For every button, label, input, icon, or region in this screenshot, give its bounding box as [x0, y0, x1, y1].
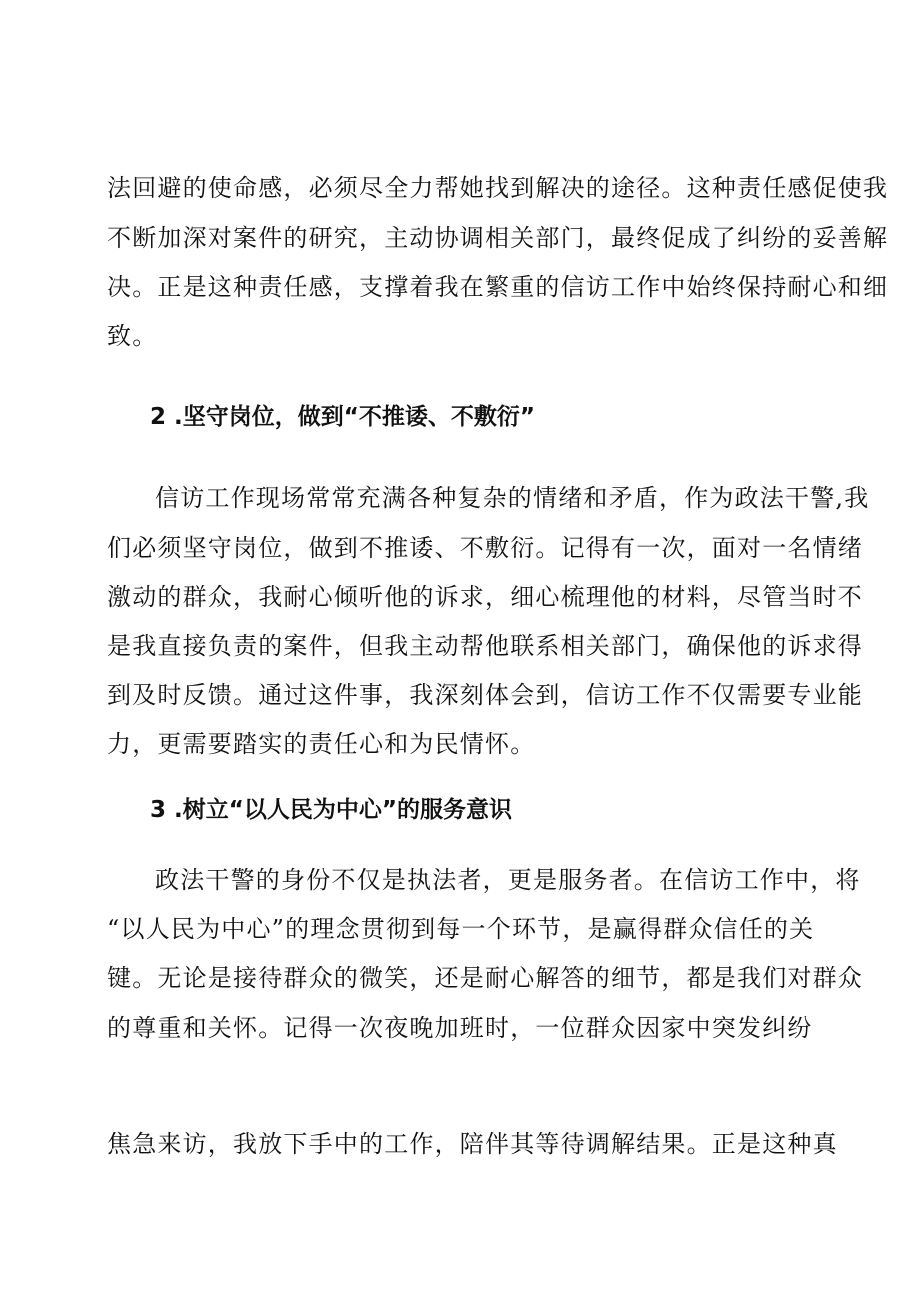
paragraph-1-line-1: 法回避的使命感，必须尽全力帮她找到解决的途径。这种责任感促使我	[107, 174, 889, 202]
paragraph-3-line-2: “以人民为中心”的理念贯彻到每一个环节，是赢得群众信任的关	[107, 915, 815, 943]
paragraph-2-line-4: 是我直接负责的案件，但我主动帮他联系相关部门，确保他的诉求得	[107, 632, 863, 660]
paragraph-3-line-1: 政法干警的身份不仅是执法者，更是服务者。在信访工作中，将	[155, 866, 861, 894]
paragraph-3-line-4: 的尊重和关怀。记得一次夜晚加班时，一位群众因家中突发纠纷	[107, 1014, 813, 1042]
paragraph-4-line-1: 焦急来访，我放下手中的工作，陪伴其等待调解结果。正是这种真	[107, 1130, 838, 1158]
section-heading-2: 2 .坚守岗位，做到“不推诿、不敷衍”	[150, 404, 535, 430]
paragraph-2-line-5: 到及时反馈。通过这件事，我深刻体会到，信访工作不仅需要专业能	[107, 681, 863, 709]
paragraph-1-line-3: 决。正是这种责任感，支撑着我在繁重的信访工作中始终保持耐心和细	[107, 273, 889, 301]
paragraph-2-line-2: 们必须坚守岗位，做到不推诿、不敷衍。记得有一次，面对一名情绪	[107, 534, 863, 562]
paragraph-2-line-6: 力，更需要踏实的责任心和为民情怀。	[107, 730, 536, 758]
paragraph-3-line-3: 键。无论是接待群众的微笑，还是耐心解答的细节，都是我们对群众	[107, 964, 863, 992]
paragraph-2-line-3: 激动的群众，我耐心倾听他的诉求，细心梳理他的材料，尽管当时不	[107, 583, 863, 611]
paragraph-1-line-4: 致。	[107, 322, 158, 350]
paragraph-1-line-2: 不断加深对案件的研究，主动协调相关部门，最终促成了纠纷的妥善解	[107, 224, 889, 252]
section-heading-3: 3 .树立“以人民为中心”的服务意识	[150, 797, 512, 823]
paragraph-2-line-1: 信访工作现场常常充满各种复杂的情绪和矛盾，作为政法干警,我	[155, 484, 870, 512]
